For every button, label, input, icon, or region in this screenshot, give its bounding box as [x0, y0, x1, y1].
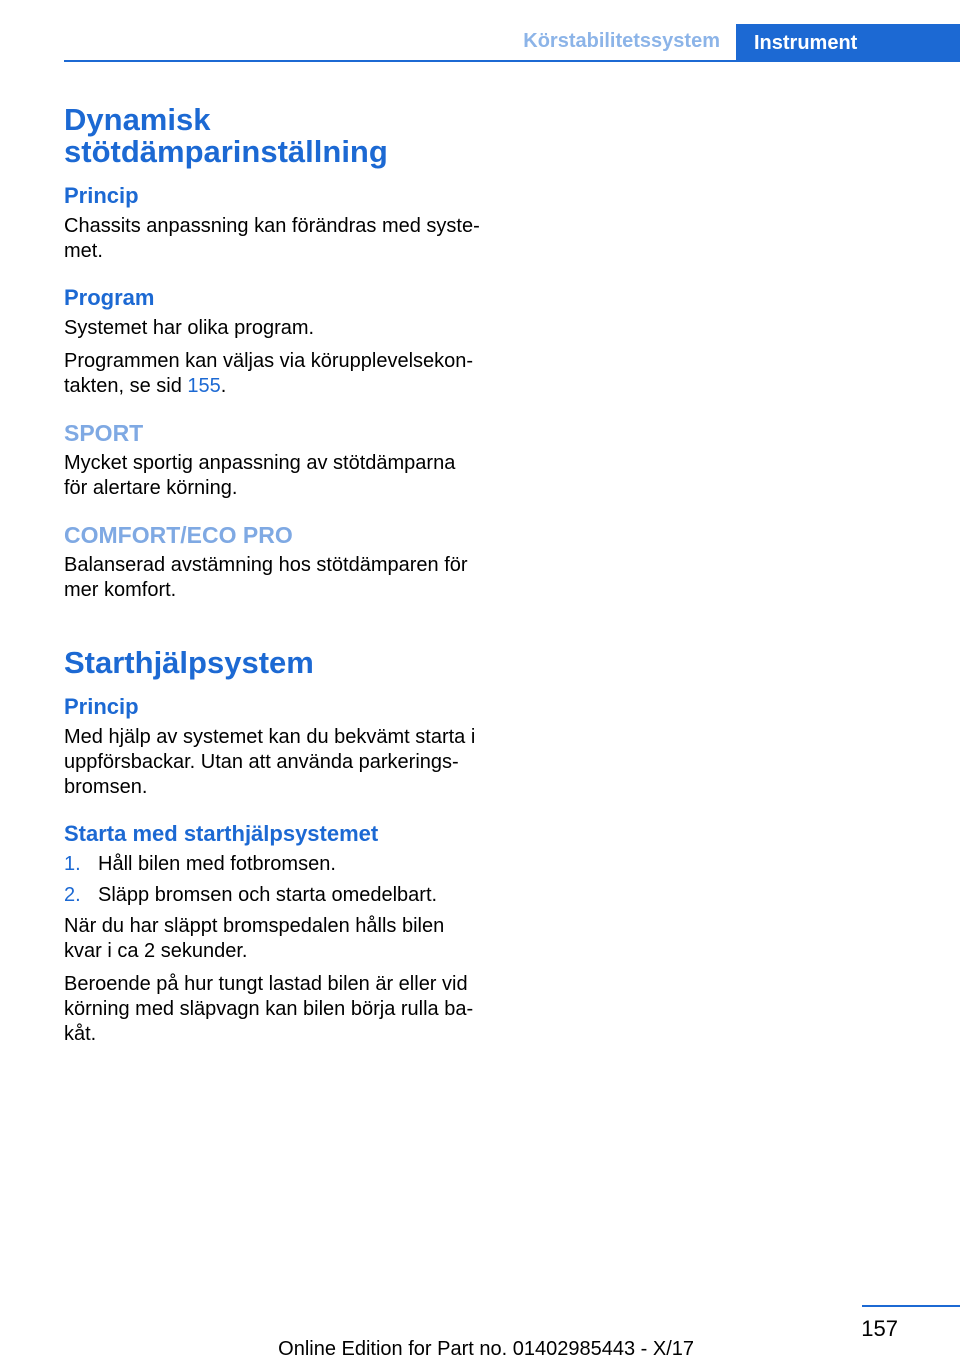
heading-program: Program	[64, 285, 155, 310]
section-title-line2: stötdämparinställning	[64, 134, 388, 169]
load-text: Beroende på hur tungt lastad bilen är eller vid körning med släpvagn kan bilen börja rulla ba‐kåt.	[64, 973, 474, 1045]
heading-principle: Princip	[64, 183, 139, 208]
heading-sport: SPORT	[64, 420, 144, 446]
section-title-hill-start: Starthjälpsystem	[64, 645, 314, 680]
list-item	[64, 883, 484, 908]
section-title-line1: Dynamisk	[64, 102, 211, 137]
header-section-title: Körstabilitetssystem	[523, 30, 720, 52]
header-chapter-tab: Instrument	[736, 24, 960, 62]
program-text-2	[64, 349, 484, 399]
step-text: Håll bilen med fotbromsen.	[98, 853, 336, 875]
heading-principle-2: Princip	[64, 694, 139, 719]
list-item	[64, 852, 484, 877]
page-content	[64, 104, 484, 1047]
heading-comfort-eco-pro: COMFORT/ECO PRO	[64, 522, 293, 548]
program-text-2-body: Programmen kan väljas via körupplevelsekon‐takten, se sid	[64, 350, 474, 397]
page-number: 157	[861, 1316, 898, 1341]
comfort-text: Balanserad avstämning hos stötdämparen för mer komfort.	[64, 554, 468, 601]
heading-start-with-system: Starta med starthjälpsystemet	[64, 821, 379, 846]
step-number: 1.	[64, 853, 81, 875]
section-title-dynamic-damper	[64, 104, 484, 168]
program-text-1: Systemet har olika program.	[64, 317, 315, 339]
step-number: 2.	[64, 884, 81, 906]
step-text: Släpp bromsen och starta omedelbart.	[98, 884, 438, 906]
program-text-2-end: .	[220, 375, 227, 397]
sport-text: Mycket sportig anpassning av stötdämparna för alertare körning.	[64, 452, 456, 499]
footer-edition: Online Edition for Part no. 01402985443 - X/17	[278, 1338, 694, 1360]
footer-rule	[862, 1305, 960, 1307]
steps-list	[64, 852, 484, 908]
hold-text: När du har släppt bromspedalen hålls bilen kvar i ca 2 sekunder.	[64, 915, 445, 962]
page-reference-link[interactable]: 155	[187, 375, 221, 397]
principle-text: Chassits anpassning kan förändras med syste‐met.	[64, 215, 480, 262]
principle-text-2: Med hjälp av systemet kan du bekvämt starta i uppförsbackar. Utan att använda parkerings‐bromsen.	[64, 726, 476, 798]
